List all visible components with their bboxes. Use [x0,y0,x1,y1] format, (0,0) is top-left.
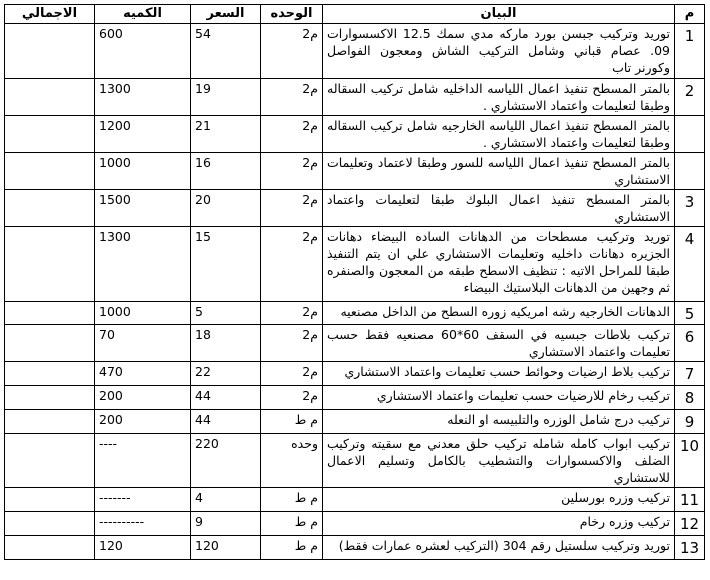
row-price: 9 [191,512,261,536]
row-number [675,153,705,190]
row-unit: م2 [261,79,323,116]
row-unit: م2 [261,362,323,386]
row-unit: م ط [261,512,323,536]
row-price: 16 [191,153,261,190]
row-description: تركيب وزره بورسلين [323,488,675,512]
row-quantity: 1000 [95,153,191,190]
row-unit: م ط [261,536,323,560]
row-description: تركيب درج شامل الوزره والتلبيسه او النعله [323,410,675,434]
row-number: 8 [675,386,705,410]
row-price: 21 [191,116,261,153]
row-quantity: ---- [95,434,191,488]
row-number: 3 [675,190,705,227]
table-row [5,512,705,536]
row-total [5,488,95,512]
row-price: 19 [191,79,261,116]
table-row [5,488,705,512]
row-total [5,79,95,116]
row-number: 13 [675,536,705,560]
row-quantity: 200 [95,410,191,434]
row-quantity: 1300 [95,227,191,302]
table-row [5,153,705,190]
row-description: تركيب بلاط ارضيات وحوائط حسب تعليمات واعتماد الاستشاري [323,362,675,386]
row-description: بالمتر المسطح تنفيذ اعمال اللياسه الخارجيه شامل تركيب السقاله وطبقا لتعليمات واعتماد الاستشاري . [323,116,675,153]
row-unit: م2 [261,302,323,325]
row-quantity: 1500 [95,190,191,227]
row-quantity: 120 [95,536,191,560]
row-price: 18 [191,325,261,362]
table-row [5,190,705,227]
row-number: 6 [675,325,705,362]
row-number: 10 [675,434,705,488]
row-quantity: 1300 [95,79,191,116]
row-unit: م2 [261,325,323,362]
row-price: 4 [191,488,261,512]
row-price: 20 [191,190,261,227]
row-number: 1 [675,24,705,79]
table-row [5,325,705,362]
row-description: بالمتر المسطح تنفيذ اعمال البلوك طبقا لتعليمات واعتماد الاستشاري [323,190,675,227]
header-price: السعر [191,5,261,24]
row-price: 22 [191,362,261,386]
row-total [5,24,95,79]
table-row [5,362,705,386]
table-row [5,302,705,325]
row-number: 11 [675,488,705,512]
header-total: الاجمالي [5,5,95,24]
row-quantity: ------- [95,488,191,512]
row-quantity: 600 [95,24,191,79]
row-total [5,153,95,190]
row-unit: م2 [261,227,323,302]
row-total [5,325,95,362]
row-number: 12 [675,512,705,536]
row-number: 5 [675,302,705,325]
header-unit: الوحده [261,5,323,24]
header-quantity: الكميه [95,5,191,24]
row-number: 2 [675,79,705,116]
row-unit: م2 [261,386,323,410]
row-price: 5 [191,302,261,325]
row-description: توريد وتركيب مسطحات من الدهانات الساده البيضاء دهانات الجزيره دهانات داخليه وتعليمات الاستشاري علي ان يتم التنفيذ طبقا للمراحل الاتيه : تنظيف الاسطح طبقه من المعجون والصنفره ثم وجهين من الدهانات البلاستيك البيضاء [323,227,675,302]
row-description: الدهانات الخارجيه رشه امريكيه زوره السطح من الداخل مصنعيه [323,302,675,325]
row-total [5,302,95,325]
row-total [5,227,95,302]
row-price: 54 [191,24,261,79]
row-description: بالمتر المسطح تنفيذ اعمال اللياسه للسور وطبقا لاعتماد وتعليمات الاستشاري [323,153,675,190]
row-quantity: 470 [95,362,191,386]
row-description: تركيب ابواب كامله شامله تركيب حلق معدني مع سقيته وتركيب الضلف والاكسسوارات والتشطيب بالكامل وتسليم الاعمال للاستشاري [323,434,675,488]
row-price: 220 [191,434,261,488]
row-quantity: 200 [95,386,191,410]
table-row [5,536,705,560]
row-unit: م ط [261,488,323,512]
row-description: تركيب بلاطات جبسيه في السقف 60*60 مصنعيه فقط حسب تعليمات واعتماد الاستشاري [323,325,675,362]
row-number: 4 [675,227,705,302]
table-row [5,24,705,79]
table-row [5,79,705,116]
row-price: 44 [191,410,261,434]
row-description: تركيب رخام للارضيات حسب تعليمات واعتماد الاستشاري [323,386,675,410]
row-description: بالمتر المسطح تنفيذ اعمال اللياسه الداخليه شامل تركيب السقاله وطبقا لتعليمات واعتماد الاستشاري . [323,79,675,116]
row-price: 15 [191,227,261,302]
row-unit: م2 [261,153,323,190]
header-num: م [675,5,705,24]
table-body [5,24,705,560]
row-unit: م2 [261,116,323,153]
row-unit: م2 [261,24,323,79]
row-description: توريد وتركيب سلستيل رقم 304 (التركيب لعشره عمارات فقط) [323,536,675,560]
row-price: 120 [191,536,261,560]
header-description: البيان [323,5,675,24]
row-total [5,190,95,227]
row-total [5,512,95,536]
row-total [5,434,95,488]
table-row [5,227,705,302]
table-row [5,434,705,488]
header-row [5,5,705,24]
row-number: 7 [675,362,705,386]
row-unit: م2 [261,190,323,227]
row-price: 44 [191,386,261,410]
row-description: تركيب وزره رخام [323,512,675,536]
table-row [5,410,705,434]
row-quantity: 1000 [95,302,191,325]
row-total [5,386,95,410]
row-description: توريد وتركيب جبسن بورد ماركه مدي سمك 12.5 الاكسسوارات 09. عصام قباني وشامل التركيب الشاش ومعجون الفواصل وكورنر تاب [323,24,675,79]
row-quantity: 1200 [95,116,191,153]
row-total [5,362,95,386]
row-number: 9 [675,410,705,434]
row-total [5,116,95,153]
row-unit: وحده [261,434,323,488]
row-total [5,410,95,434]
table-row [5,116,705,153]
table-row [5,386,705,410]
row-quantity: ---------- [95,512,191,536]
row-quantity: 70 [95,325,191,362]
row-total [5,536,95,560]
row-unit: م ط [261,410,323,434]
quotation-table [4,4,705,560]
row-number [675,116,705,153]
